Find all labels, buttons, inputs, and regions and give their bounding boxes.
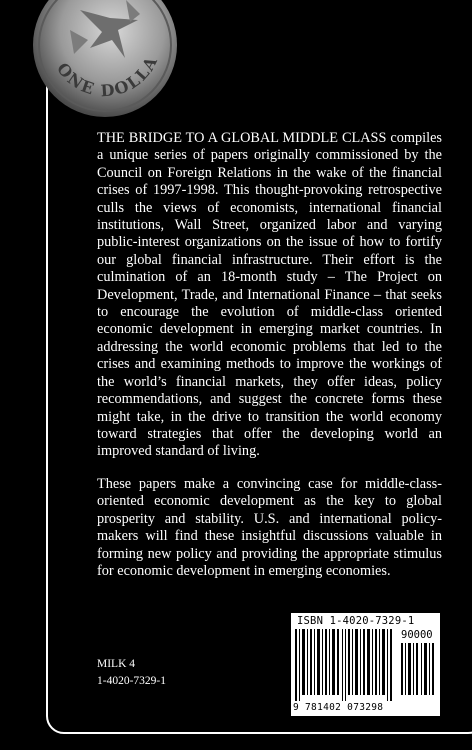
barcode-isbn-label: ISBN 1-4020-7329-1 [297, 615, 415, 627]
barcode-price-code: 90000 [401, 629, 433, 641]
description-paragraph-2: These papers make a convincing case for middle-class-oriented economic development as the key to global prosperity and stability. U.S. and international policy-makers will find these insightful discussions valuable in forming new policy and providing the appropriate stimulus for economic development in emerging economies. [97, 476, 442, 580]
isbn-text: 1-4020-7329-1 [97, 675, 166, 687]
catalog-code: MILK 4 [97, 658, 136, 670]
description-paragraph-1: THE BRIDGE TO A GLOBAL MIDDLE CLASS compiles a unique series of papers originally commissioned by the Council on Foreign Relations in the wake of the financial crises of 1997-1998. This thought-provoking retrospective culls the views of economists, international financial institutions, Wall Street, organized labor and varying public-interest organizations on the issue of how to fortify our global financial infrastructure. Their effort is the culmination of an 18-month study – The Project on Development, Trade, and International Finance – that seeks to encourage the evolution of middle-class oriented economic development in emerging market countries. In addressing the world economic problems that led to the crises and examining methods to improve the workings of the world’s financial markets, they offer ideas, policy recommendations, and suggest the concrete forms these might take, in the drive to transition the world economy toward strategies that offer the developing world an improved standard of living. [97, 130, 442, 460]
addon-barcode-bars [401, 643, 437, 695]
ean-barcode-bars [295, 629, 395, 701]
barcode-ean-digits: 9 781402 073298 [293, 702, 384, 713]
dollar-coin-image [30, 0, 180, 120]
barcode [291, 613, 440, 716]
coin-text: ONE DOLLA [53, 52, 162, 101]
